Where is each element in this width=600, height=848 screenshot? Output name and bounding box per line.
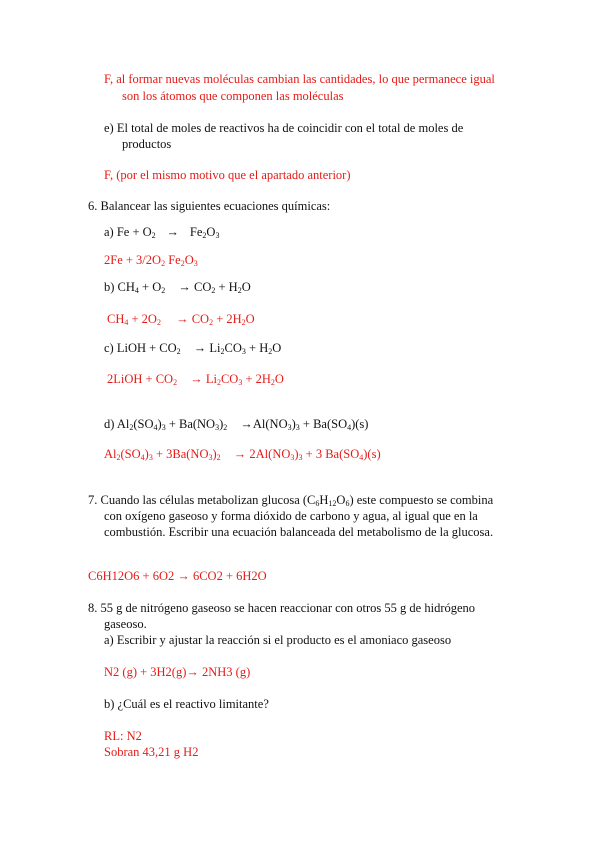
eq-sub: 2: [173, 378, 178, 387]
eq-text: + Ba(NO: [165, 417, 216, 431]
question-8a: a) Escribir y ajustar la reacción si el producto es el amoniaco gaseoso: [104, 633, 452, 647]
eq-sub: 4: [140, 453, 145, 462]
question-6-title: 6. Balancear las siguientes ecuaciones químicas:: [88, 199, 331, 213]
eq-sub: 2: [161, 259, 166, 268]
q7-sub: 12: [328, 499, 337, 508]
eq-sub: 2: [151, 231, 156, 240]
q7-text: H: [319, 493, 329, 507]
eq-sub: 3: [215, 231, 220, 240]
eq-text: + 3 Ba(SO: [302, 447, 360, 461]
eq-arrow: →: [166, 225, 180, 239]
eq-text: + 2H: [213, 312, 242, 326]
eq-sub: 3: [193, 259, 198, 268]
q7-sub: 6: [345, 499, 350, 508]
eq-text: + 2O: [128, 312, 157, 326]
equation-6a: [104, 224, 219, 240]
answer-e: F, (por el mismo motivo que el apartado anterior): [104, 168, 351, 182]
q7-text: ) este compuesto se combina: [349, 493, 494, 507]
eq-sub: 3: [161, 423, 166, 432]
eq-text: O: [274, 372, 284, 386]
eq-text: ): [291, 417, 296, 431]
eq-text: ): [212, 447, 217, 461]
q7-sub: 6: [315, 499, 320, 508]
eq-text: (SO: [133, 417, 154, 431]
equation-6c: [104, 340, 281, 356]
eq-sub: 3: [238, 378, 243, 387]
eq-sub: 2: [116, 453, 121, 462]
eq-text: b) CH: [104, 280, 135, 294]
eq-sub: 3: [208, 453, 213, 462]
eq-sub: 2: [161, 286, 166, 295]
question-7-line-1: [88, 492, 493, 508]
eq-text: + H: [245, 341, 269, 355]
item-e-line-2: productos: [122, 137, 172, 151]
eq-text: + 2H: [242, 372, 271, 386]
eq-sub: 3: [287, 423, 292, 432]
answer-d-line-2: son los átomos que componen las moléculas: [122, 89, 344, 103]
eq-sub: 2: [176, 347, 181, 356]
eq-text: O: [245, 312, 255, 326]
eq-text: d) Al: [104, 417, 130, 431]
eq-sub: 4: [347, 423, 352, 432]
eq-sub: 2: [202, 231, 207, 240]
eq-sub: 2: [180, 259, 185, 268]
eq-text: ): [157, 417, 162, 431]
question-7-line-2: con oxígeno gaseoso y forma dióxido de carbono y agua, al igual que en la: [104, 509, 478, 523]
eq-text: → CO: [178, 280, 212, 294]
eq-sub: 2: [211, 286, 216, 295]
eq-text: ): [144, 447, 149, 461]
eq-sub: 4: [124, 318, 129, 327]
eq-text: + H: [215, 280, 238, 294]
eq-sub: 4: [134, 286, 139, 295]
eq-text: 2LiOH + CO: [107, 372, 174, 386]
eq-text: O: [184, 253, 194, 267]
eq-sub: 2: [220, 347, 225, 356]
eq-text: → Li: [193, 341, 221, 355]
eq-sub: 3: [295, 423, 300, 432]
eq-text: )(s): [351, 417, 369, 431]
eq-sub: 2: [156, 318, 161, 327]
eq-sub: 3: [148, 453, 153, 462]
q7-text: 7. Cuando las células metabolizan glucosa (C: [88, 493, 316, 507]
answer-6c: [107, 371, 284, 387]
item-e-line-1: e) El total de moles de reactivos ha de coincidir con el total de moles de: [104, 121, 464, 135]
eq-text: → Li: [190, 372, 217, 386]
eq-sub: 2: [216, 453, 221, 462]
equation-6d: [104, 416, 368, 432]
eq-sub: 3: [298, 453, 303, 462]
eq-text: + Ba(SO: [299, 417, 348, 431]
answer-7: C6H12O6 + 6O2 → 6CO2 + 6H2O: [88, 569, 267, 583]
question-8-line-2: gaseoso.: [104, 617, 147, 631]
eq-sub: 2: [241, 318, 246, 327]
eq-sub: 2: [237, 286, 242, 295]
answer-6a: [104, 252, 198, 268]
question-8b: b) ¿Cuál es el reactivo limitante?: [104, 697, 269, 711]
q7-text: O: [336, 493, 346, 507]
eq-text: Fe: [165, 253, 181, 267]
eq-text: (SO: [120, 447, 141, 461]
eq-sub: 4: [153, 423, 158, 432]
eq-text: O: [272, 341, 282, 355]
answer-6b: [107, 311, 255, 327]
equation-6b: [104, 279, 251, 295]
eq-text: ): [219, 417, 224, 431]
eq-text: O: [241, 280, 251, 294]
eq-text: Al: [104, 447, 117, 461]
eq-sub: 3: [215, 423, 220, 432]
eq-text: 2Fe + 3/2O: [104, 253, 162, 267]
eq-text: ): [294, 447, 299, 461]
eq-text: CO: [220, 372, 239, 386]
eq-text: CH: [107, 312, 125, 326]
eq-text: Fe: [189, 225, 203, 239]
answer-6d: [104, 446, 381, 462]
eq-sub: 3: [241, 347, 246, 356]
eq-sub: 2: [216, 378, 221, 387]
eq-text: + O: [138, 280, 162, 294]
eq-text: → 2Al(NO: [233, 447, 291, 461]
answer-8b-line-1: RL: N2: [104, 729, 142, 743]
eq-sub: 2: [223, 423, 228, 432]
eq-text: CO: [224, 341, 242, 355]
question-7-line-3: combustión. Escribir una ecuación balanceada del metabolismo de la glucosa.: [104, 525, 494, 539]
eq-text: )(s): [363, 447, 381, 461]
eq-text: → CO: [176, 312, 210, 326]
eq-sub: 2: [209, 318, 214, 327]
eq-text: a) Fe + O: [104, 225, 152, 239]
eq-text: + 3Ba(NO: [152, 447, 209, 461]
eq-sub: 2: [129, 423, 134, 432]
answer-8b-line-2: Sobran 43,21 g H2: [104, 745, 199, 759]
eq-text: c) LiOH + CO: [104, 341, 177, 355]
eq-text: O: [206, 225, 216, 239]
eq-sub: 2: [268, 347, 273, 356]
eq-sub: 3: [290, 453, 295, 462]
answer-d-line-1: F, al formar nuevas moléculas cambian las cantidades, lo que permanece igual: [104, 72, 495, 86]
eq-text: →Al(NO: [240, 417, 288, 431]
answer-8a: N2 (g) + 3H2(g)→ 2NH3 (g): [104, 665, 251, 679]
eq-sub: 4: [359, 453, 364, 462]
eq-sub: 2: [270, 378, 275, 387]
question-8-line-1: 8. 55 g de nitrógeno gaseoso se hacen reaccionar con otros 55 g de hidrógeno: [88, 601, 476, 615]
